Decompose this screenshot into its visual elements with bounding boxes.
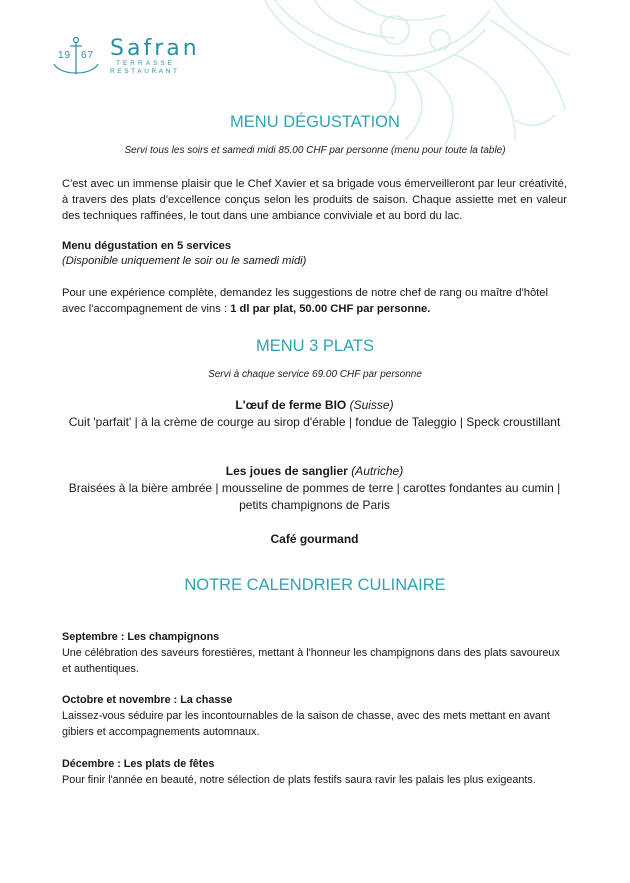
logo <box>50 36 200 86</box>
calendar-item-title: Décembre : Les plats de fêtes <box>62 758 215 770</box>
calendar-item-title: Octobre et novembre : La chasse <box>62 694 233 706</box>
calendar-item-title: Septembre : Les champignons <box>62 631 220 643</box>
menu-3-plats-subtitle: Servi à chaque service 69.00 CHF par personne <box>208 369 422 380</box>
calendar-item-text: Une célébration des saveurs forestières, mettant à l'honneur les champignons dans des plats savoureux et authentiques. <box>62 647 560 675</box>
calendar-item-chasse <box>62 692 567 740</box>
dish-name: Café gourmand <box>270 532 359 546</box>
wine-pairing-price: 1 dl par plat, 50.00 CHF par personne. <box>230 303 431 315</box>
dish-origin: (Autriche) <box>351 464 404 478</box>
logo-name: Safran <box>110 36 200 61</box>
menu-degustation-intro: C'est avec un immense plaisir que le Chef Xavier et sa brigade vous émerveilleront par leur créativité, à travers des plats d'excellence conçus selon les produits de saison. Chaque assiette met en valeur des techniques raffinées, le tout dans une ambiance conviviale et au bord du lac. <box>62 178 567 222</box>
logo-subtitle-terrasse: TERRASSE <box>116 60 176 67</box>
menu-3-plats-title: MENU 3 PLATS <box>256 337 374 355</box>
dish-origin: (Suisse) <box>349 398 394 412</box>
calendar-item-septembre <box>62 629 567 677</box>
services-note: (Disponible uniquement le soir ou le samedi midi) <box>62 255 307 267</box>
calendrier-title: NOTRE CALENDRIER CULINAIRE <box>184 576 446 594</box>
logo-subtitle-restaurant: RESTAURANT <box>110 68 180 75</box>
calendar-item-fetes <box>62 756 567 788</box>
dish-1 <box>62 397 567 431</box>
calendar-item-text: Pour finir l'année en beauté, notre sélection de plats festifs saura ravir les palais les plus exigeants. <box>62 774 536 786</box>
dish-2 <box>62 463 567 514</box>
dish-name: Les joues de sanglier <box>225 464 348 478</box>
dish-description: Braisées à la bière ambrée | mousseline de pommes de terre | carottes fondantes au cumin | petits champignons de Paris <box>68 481 561 512</box>
wine-pairing-text <box>62 285 567 317</box>
wine-pairing-intro: Pour une expérience complète, demandez les suggestions de notre chef de rang ou maître d'hôtel avec l'accompagnement de vins : <box>62 287 548 315</box>
dish-description: Cuit 'parfait' | à la crème de courge au sirop d'érable | fondue de Taleggio | Speck croustillant <box>68 415 561 429</box>
logo-year-left: 19 <box>58 50 72 61</box>
calendar-item-text: Laissez-vous séduire par les incontournables de la saison de chasse, avec des mets mettant en avant gibiers et accompagnements automnaux. <box>62 710 550 738</box>
services-title: Menu dégustation en 5 services <box>62 240 232 252</box>
menu-degustation-title: MENU DÉGUSTATION <box>230 113 400 131</box>
menu-degustation-subtitle: Servi tous les soirs et samedi midi 85.00 CHF par personne (menu pour toute la table) <box>124 145 506 156</box>
dish-name: L'œuf de ferme BIO <box>235 398 347 412</box>
logo-year-right: 67 <box>81 50 95 61</box>
dish-3 <box>62 531 567 548</box>
